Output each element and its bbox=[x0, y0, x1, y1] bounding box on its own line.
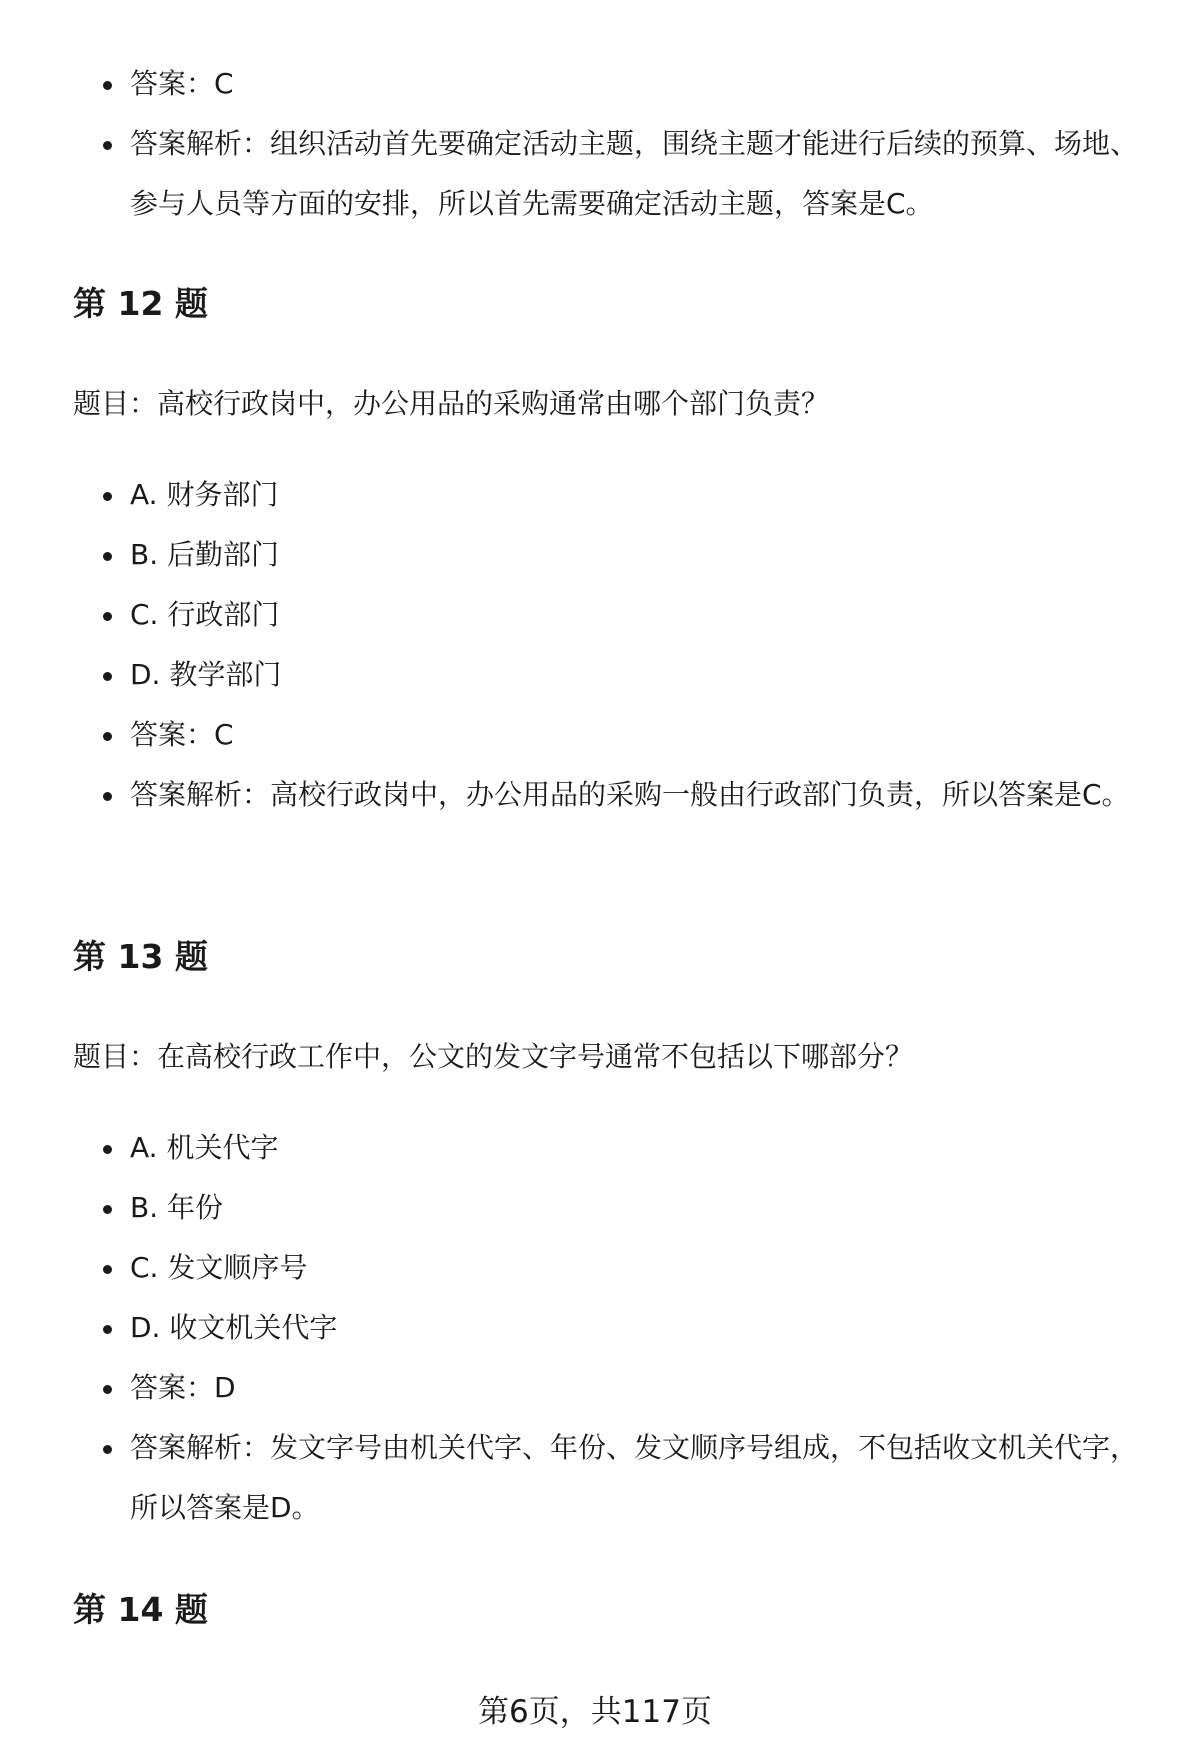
list-item bbox=[0, 1118, 1160, 1178]
option-list-q12 bbox=[0, 465, 1160, 825]
answer-text: 答案：C bbox=[130, 67, 234, 100]
list-item bbox=[0, 1178, 1160, 1238]
bullet bbox=[103, 1385, 112, 1394]
question-heading: 第 12 题 bbox=[73, 284, 208, 323]
list-item bbox=[0, 465, 1160, 525]
list-item bbox=[0, 1418, 1160, 1538]
bullet bbox=[103, 492, 112, 501]
option-a: A. 机关代字 bbox=[130, 1131, 279, 1164]
list-item bbox=[0, 1358, 1160, 1418]
list-item bbox=[0, 114, 1160, 234]
option-b: B. 后勤部门 bbox=[130, 538, 280, 571]
question-text: 题目：高校行政岗中，办公用品的采购通常由哪个部门负责？ bbox=[73, 387, 830, 420]
explanation-text: 答案解析：发文字号由机关代字、年份、发文顺序号组成，不包括收文机关代字，所以答案是D。 bbox=[130, 1431, 1139, 1524]
list-item bbox=[0, 54, 1160, 114]
option-c: C. 发文顺序号 bbox=[130, 1251, 308, 1284]
bullet bbox=[103, 1445, 112, 1454]
list-item bbox=[0, 1238, 1160, 1298]
bullet bbox=[103, 672, 112, 681]
list-item bbox=[0, 1298, 1160, 1358]
page-number: 第6页，共117页 bbox=[478, 1694, 712, 1730]
option-c: C. 行政部门 bbox=[130, 598, 280, 631]
bullet bbox=[103, 612, 112, 621]
list-item bbox=[0, 765, 1160, 825]
option-d: D. 收文机关代字 bbox=[130, 1311, 338, 1344]
answer-text: 答案：C bbox=[130, 718, 234, 751]
option-a: A. 财务部门 bbox=[130, 478, 279, 511]
answer-list-q11 bbox=[0, 54, 1160, 234]
list-item bbox=[0, 645, 1160, 705]
explanation-text: 答案解析：组织活动首先要确定活动主题，围绕主题才能进行后续的预算、场地、参与人员等方面的安排，所以首先需要确定活动主题，答案是C。 bbox=[130, 127, 1139, 220]
explanation-text: 答案解析：高校行政岗中，办公用品的采购一般由行政部门负责，所以答案是C。 bbox=[130, 778, 1130, 811]
bullet bbox=[103, 552, 112, 561]
list-item bbox=[0, 525, 1160, 585]
bullet bbox=[103, 732, 112, 741]
bullet bbox=[103, 1325, 112, 1334]
list-item bbox=[0, 585, 1160, 645]
bullet bbox=[103, 81, 112, 90]
answer-text: 答案：D bbox=[130, 1371, 236, 1404]
bullet bbox=[103, 1265, 112, 1274]
bullet bbox=[103, 141, 112, 150]
bullet bbox=[103, 1145, 112, 1154]
question-heading: 第 14 题 bbox=[73, 1590, 208, 1629]
option-list-q13 bbox=[0, 1118, 1160, 1538]
option-d: D. 教学部门 bbox=[130, 658, 282, 691]
bullet bbox=[103, 1205, 112, 1214]
list-item bbox=[0, 705, 1160, 765]
question-heading: 第 13 题 bbox=[73, 937, 208, 976]
question-text: 题目：在高校行政工作中，公文的发文字号通常不包括以下哪部分？ bbox=[73, 1040, 914, 1073]
option-b: B. 年份 bbox=[130, 1191, 224, 1224]
bullet bbox=[103, 792, 112, 801]
